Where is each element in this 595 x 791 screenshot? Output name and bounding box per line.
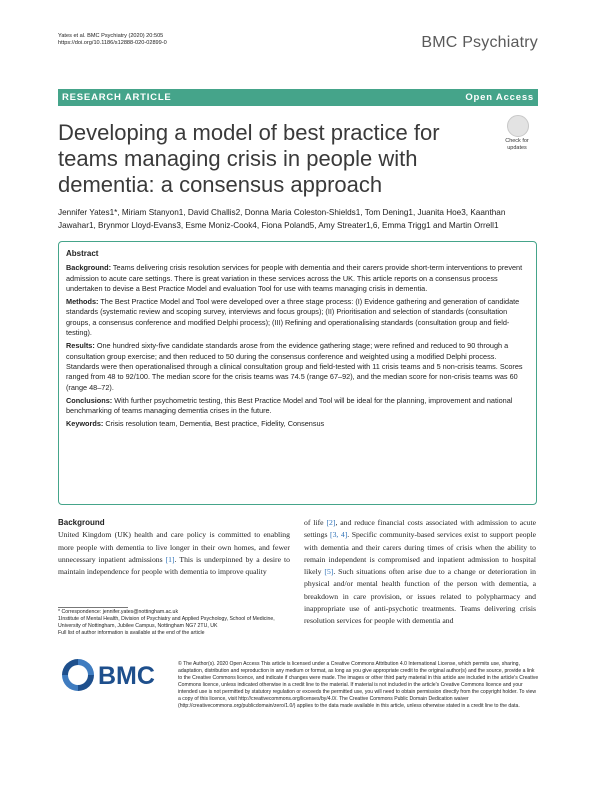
journal-name: BMC Psychiatry: [421, 34, 538, 51]
badge-line1: Check for: [505, 138, 529, 144]
citation-header: [58, 33, 167, 47]
abstract-conclusions: [66, 396, 529, 417]
citation-link[interactable]: [5]: [324, 567, 334, 577]
doi-link[interactable]: https://doi.org/10.1186/s12888-020-02899-0: [58, 40, 167, 46]
abstract-box: [58, 241, 537, 505]
open-access-label: Open Access: [465, 92, 534, 103]
citation-link[interactable]: [1]: [165, 554, 175, 564]
keywords-label: Keywords:: [66, 419, 104, 429]
article-title: Developing a model of best practice for teams managing crisis in people with dementia: a consensus approach: [58, 120, 440, 197]
keywords-text: Crisis resolution team, Dementia, Best practice, Fidelity, Consensus: [103, 419, 325, 429]
methods-text: The Best Practice Model and Tool were developed over a three stage process: (I) Evidence gathering and generation of candidate standards (systematic review and scoping survey, interviews and focus groups); (II) Prioritisation and selection of standards (consultation groups, a consensus conference and modified Delphi process); (III) Refining and operationalising standards (consultation group and field-testing).: [66, 297, 520, 338]
affiliation: 1Institute of Mental Health, Division of Psychiatry and Applied Psychology, School of Medicine, University of Nottingham, Jubilee Campus, Nottingham NG7 2TU, UK: [58, 616, 275, 629]
license-text: © The Author(s). 2020 Open Access This article is licensed under a Creative Commons Attribution 4.0 International License, which permits use, sharing, adaptation, distribution and reproduction in any medium or format, as long as you give appropriate credit to the original author(s) and the source, provide a link to the Creative Commons licence, and indicate if changes were made. The images or other third party material in this article are included in the article's Creative Commons licence, unless indicated otherwise in a credit line to the material. If material is not included in the article's Creative Commons licence and your intended use is not permitted by statutory regulation or exceeds the permitted use, you will need to obtain permission directly from the copyright holder. To view a copy of this licence, visit http://creativecommons.org/licenses/by/4.0/. The Creative Commons Public Domain Dedication waiver (http://creativecommons.org/publicdomain/zero/1.0/) applies to the data made available in this article, unless otherwise stated in a credit line to the data.: [178, 661, 539, 709]
abstract-heading: Abstract: [66, 249, 99, 258]
bmc-wordmark: BMC: [98, 662, 155, 690]
body-text: United Kingdom (UK) health and care policy is committed to enabling more people with dementia to live longer in their own homes, and fewer unnecessary inpatient admissions: [58, 530, 290, 564]
conclusions-text: With further psychometric testing, this Best Practice Model and Tool will be ideal for the planning, improvement and national benchmarking of teams managing dementia crises in the future.: [66, 395, 513, 416]
footnote: [58, 609, 290, 637]
article-type-banner: [58, 89, 538, 106]
body-text: . This is underpinned by a desire to maintain independence for people with dementia to improve quality: [58, 554, 290, 577]
body-column-left: [58, 517, 290, 578]
body-text: , and reduce financial costs associated with admission to acute settings: [304, 518, 536, 540]
check-updates-icon: [507, 115, 529, 137]
bmc-logo-icon: [58, 655, 158, 695]
body-column-right: [304, 517, 536, 628]
results-text: One hundred sixty-five candidate standards arose from the evidence gathering stage; were refined and reduced to 90 through a consultation group exercise; and then reduced to 50 during the consensus conference and weighted using a modified Delphi process. Standards were then operationalised through a clinical consultation group and field-tested with 11 crisis teams and 5 non-crisis teams. Scores ranged from 48 to 92/100. The median score for the crisis teams was 74.5 (range 67–92), and the median score for non-crisis teams was 60 (range 48–72).: [66, 341, 523, 392]
citation-link[interactable]: [2]: [326, 518, 336, 527]
abstract-keywords: [66, 419, 529, 429]
article-type: RESEARCH ARTICLE: [62, 92, 172, 103]
author-list: Jennifer Yates1*, Miriam Stanyon1, David Challis2, Donna Maria Coleston-Shields1, Tom Dening1, Juanita Hoe3, Kaanthan Jawahar1, Brynmor Lloyd-Evans3, Esme Moniz-Cook4, Fiona Poland5, Amy Streater1,6, Emma Trigg1 and Martin Orrell1: [58, 208, 506, 230]
body-text: . Such situations often arise due to a change or deterioration in physical and/or mental health function of the person with dementia, a breakdown in care provision, or issues related to polypharmacy and inappropriate use of anti-psychotic treatments. Teams delivering crisis resolution services for people with dementia and: [304, 567, 536, 626]
citation-link[interactable]: [3, 4]: [330, 530, 348, 540]
abstract-background: [66, 263, 529, 294]
badge-line2: updates: [507, 144, 527, 151]
footnote-divider: [58, 607, 128, 608]
body-text: of life: [304, 518, 327, 527]
check-for-updates-badge[interactable]: [495, 113, 539, 157]
body-text: . Specific community-based services exist to support people with dementia and their carers during times of crisis when the ability to remain independent is compromised and inpatient admission to hospital likely: [304, 530, 536, 577]
bmc-logo: [58, 655, 158, 695]
background-label: Background:: [66, 263, 111, 273]
correspondence: * Correspondence: jennifer.yates@nottingham.ac.uk: [58, 609, 179, 615]
abstract-methods: [66, 297, 529, 338]
methods-label: Methods:: [66, 297, 99, 307]
background-text: Teams delivering crisis resolution services for people with dementia and their carers provide short-term interventions to prevent admission to acute care settings. There is great variation in these services across the UK. This article reports on a consensus process undertaken to devise a Best Practice Model and evaluation Tool for use with teams managing crisis in dementia.: [66, 263, 523, 293]
author-info-note: Full list of author information is available at the end of the article: [58, 630, 205, 636]
conclusions-label: Conclusions:: [66, 395, 113, 405]
results-label: Results:: [66, 341, 95, 351]
section-heading-background: Background: [58, 518, 105, 527]
abstract-results: [66, 341, 529, 392]
citation-line: Yates et al. BMC Psychiatry (2020) 20:505: [58, 33, 164, 39]
